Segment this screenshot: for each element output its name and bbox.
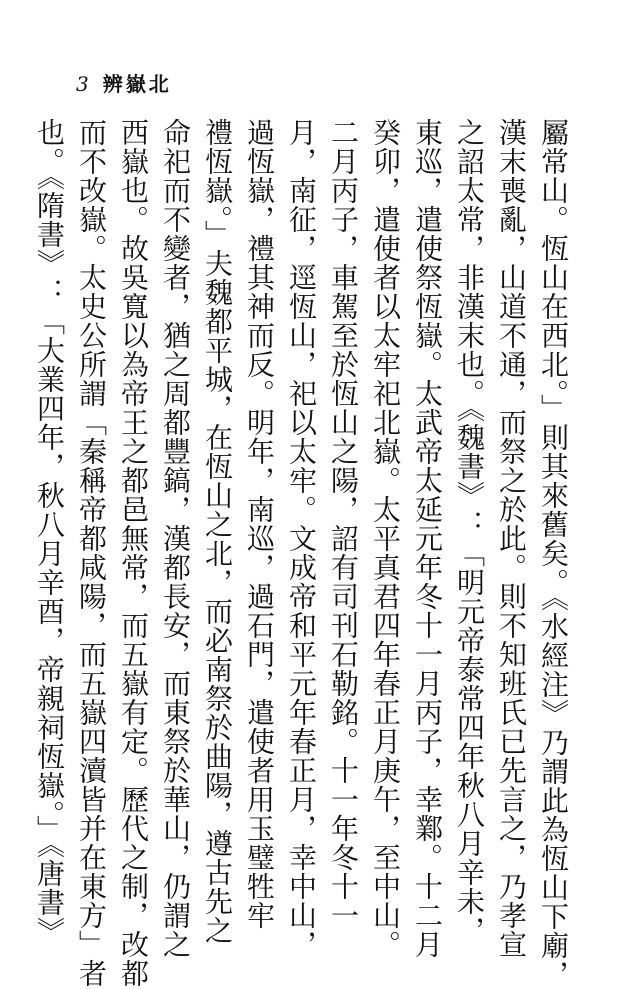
vertical-text-body <box>33 118 574 989</box>
text-column: 之詔太常，非漢末也。《魏書》：「明元帝泰常四年秋八月辛未， <box>453 118 486 945</box>
text-column: 屬常山。恆山在西北。」則其來舊矣。《水經注》乃謂此為恆山下廟， <box>537 118 570 989</box>
page-number: 3 <box>76 72 89 96</box>
text-column: 過恆嶽，禮其神而反。明年，南巡，過石門，遣使者用玉璧牲牢 <box>243 118 276 930</box>
text-column: 東巡，遣使祭恆嶽。太武帝太延元年冬十一月丙子，幸鄴。十二月 <box>411 118 444 959</box>
text-column: 命祀而不變者，猶之周都豐鎬，漢都長安，而東祭於華山，仍謂之 <box>159 118 192 959</box>
text-column: 癸卯，遣使者以太牢祀北嶽。太平真君四年春正月庚午，至中山。 <box>369 118 402 959</box>
text-column: 漢末喪亂，山道不通，而祭之於此。則不知班氏已先言之，乃孝宣 <box>495 118 528 959</box>
text-column: 禮恆嶽。」夫魏都平城，在恆山之北，而必南祭於曲陽，遵古先之 <box>201 118 234 945</box>
running-title: 辨嶽北 <box>102 72 172 96</box>
text-column: 而不改嶽。太史公所謂「秦稱帝都咸陽，而五嶽四瀆皆并在東方」者 <box>75 118 108 988</box>
text-column: 月，南征，逕恆山，祀以太牢。文成帝和平元年春正月，幸中山， <box>285 118 318 959</box>
text-column: 也。《隋書》：「大業四年，秋八月辛酉，帝親祠恆嶽。」《唐書》 <box>33 118 66 946</box>
text-column: 西嶽也。故吳寬以為帝王之都邑無常，而五嶽有定。歷代之制，改都 <box>117 118 150 988</box>
page-header <box>76 68 172 97</box>
text-column: 二月丙子，車駕至於恆山之陽，詔有司刊石勒銘。十一年冬十一 <box>327 118 360 930</box>
